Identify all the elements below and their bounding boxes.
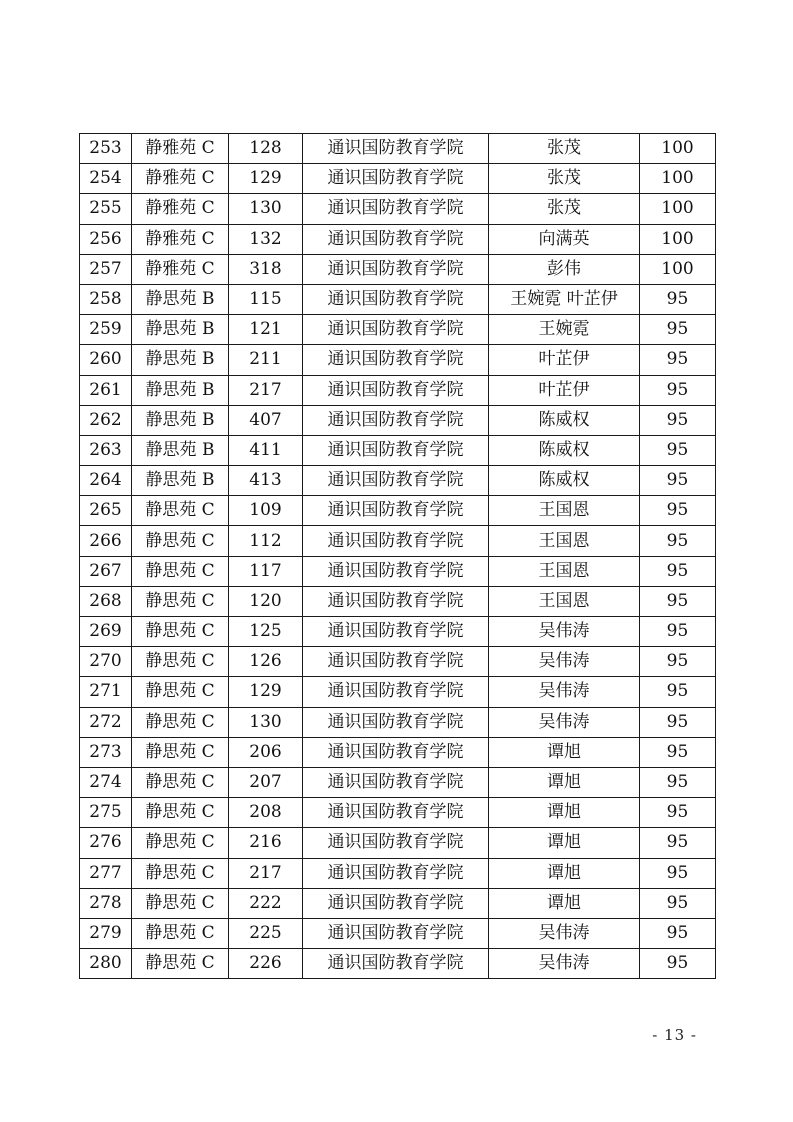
building-cell: 静雅苑 C	[132, 194, 229, 224]
table-row	[80, 254, 716, 284]
score-cell: 95	[640, 284, 716, 314]
building-cell: 静思苑 C	[132, 677, 229, 707]
row-number-cell: 270	[80, 647, 132, 677]
score-cell: 95	[640, 375, 716, 405]
table-body	[80, 134, 716, 979]
building-cell: 静思苑 B	[132, 315, 229, 345]
school-cell: 通识国防教育学院	[303, 828, 489, 858]
table-row	[80, 707, 716, 737]
school-cell: 通识国防教育学院	[303, 526, 489, 556]
school-cell: 通识国防教育学院	[303, 496, 489, 526]
score-cell: 95	[640, 405, 716, 435]
room-cell: 126	[229, 647, 303, 677]
building-cell: 静思苑 B	[132, 405, 229, 435]
table-row	[80, 677, 716, 707]
room-cell: 407	[229, 405, 303, 435]
row-number-cell: 280	[80, 949, 132, 979]
building-cell: 静思苑 C	[132, 767, 229, 797]
building-cell: 静思苑 C	[132, 496, 229, 526]
row-number-cell: 256	[80, 224, 132, 254]
building-cell: 静思苑 C	[132, 918, 229, 948]
row-number-cell: 263	[80, 435, 132, 465]
row-number-cell: 261	[80, 375, 132, 405]
teacher-cell: 王婉霓 叶芷伊	[489, 284, 640, 314]
room-cell: 225	[229, 918, 303, 948]
building-cell: 静雅苑 C	[132, 164, 229, 194]
row-number-cell: 277	[80, 858, 132, 888]
score-cell: 100	[640, 134, 716, 164]
teacher-cell: 张茂	[489, 134, 640, 164]
school-cell: 通识国防教育学院	[303, 677, 489, 707]
score-cell: 95	[640, 586, 716, 616]
room-cell: 109	[229, 496, 303, 526]
room-cell: 115	[229, 284, 303, 314]
score-cell: 95	[640, 828, 716, 858]
table-row	[80, 496, 716, 526]
teacher-cell: 吴伟涛	[489, 918, 640, 948]
score-cell: 95	[640, 737, 716, 767]
school-cell: 通识国防教育学院	[303, 798, 489, 828]
teacher-cell: 陈威权	[489, 405, 640, 435]
building-cell: 静思苑 C	[132, 798, 229, 828]
table-row	[80, 556, 716, 586]
score-cell: 95	[640, 315, 716, 345]
room-cell: 318	[229, 254, 303, 284]
room-cell: 216	[229, 828, 303, 858]
table-row	[80, 194, 716, 224]
school-cell: 通识国防教育学院	[303, 254, 489, 284]
room-cell: 211	[229, 345, 303, 375]
room-cell: 117	[229, 556, 303, 586]
teacher-cell: 陈威权	[489, 435, 640, 465]
table-row	[80, 284, 716, 314]
room-cell: 413	[229, 466, 303, 496]
building-cell: 静雅苑 C	[132, 254, 229, 284]
room-cell: 217	[229, 858, 303, 888]
row-number-cell: 279	[80, 918, 132, 948]
score-cell: 95	[640, 949, 716, 979]
school-cell: 通识国防教育学院	[303, 707, 489, 737]
teacher-cell: 谭旭	[489, 767, 640, 797]
room-cell: 125	[229, 617, 303, 647]
school-cell: 通识国防教育学院	[303, 647, 489, 677]
building-cell: 静思苑 C	[132, 556, 229, 586]
dormitory-score-table	[79, 133, 716, 979]
teacher-cell: 陈威权	[489, 466, 640, 496]
teacher-cell: 王国恩	[489, 556, 640, 586]
teacher-cell: 吴伟涛	[489, 949, 640, 979]
room-cell: 130	[229, 194, 303, 224]
score-cell: 95	[640, 767, 716, 797]
row-number-cell: 264	[80, 466, 132, 496]
table-row	[80, 224, 716, 254]
score-cell: 95	[640, 858, 716, 888]
school-cell: 通识国防教育学院	[303, 466, 489, 496]
row-number-cell: 257	[80, 254, 132, 284]
teacher-cell: 王国恩	[489, 526, 640, 556]
room-cell: 206	[229, 737, 303, 767]
teacher-cell: 谭旭	[489, 828, 640, 858]
table-row	[80, 828, 716, 858]
school-cell: 通识国防教育学院	[303, 737, 489, 767]
score-cell: 100	[640, 254, 716, 284]
table-row	[80, 375, 716, 405]
row-number-cell: 265	[80, 496, 132, 526]
score-cell: 100	[640, 164, 716, 194]
table-row	[80, 617, 716, 647]
score-cell: 95	[640, 466, 716, 496]
room-cell: 411	[229, 435, 303, 465]
page-number: - 13 -	[652, 1026, 697, 1044]
teacher-cell: 吴伟涛	[489, 647, 640, 677]
score-cell: 95	[640, 617, 716, 647]
table-row	[80, 737, 716, 767]
building-cell: 静思苑 B	[132, 435, 229, 465]
row-number-cell: 259	[80, 315, 132, 345]
room-cell: 208	[229, 798, 303, 828]
room-cell: 112	[229, 526, 303, 556]
table-row	[80, 164, 716, 194]
table-row	[80, 858, 716, 888]
teacher-cell: 叶芷伊	[489, 345, 640, 375]
school-cell: 通识国防教育学院	[303, 858, 489, 888]
score-cell: 95	[640, 647, 716, 677]
building-cell: 静思苑 C	[132, 526, 229, 556]
teacher-cell: 张茂	[489, 194, 640, 224]
building-cell: 静思苑 C	[132, 949, 229, 979]
table-row	[80, 526, 716, 556]
school-cell: 通识国防教育学院	[303, 586, 489, 616]
building-cell: 静思苑 B	[132, 284, 229, 314]
score-cell: 95	[640, 798, 716, 828]
building-cell: 静思苑 C	[132, 586, 229, 616]
school-cell: 通识国防教育学院	[303, 375, 489, 405]
row-number-cell: 258	[80, 284, 132, 314]
teacher-cell: 王国恩	[489, 496, 640, 526]
teacher-cell: 谭旭	[489, 888, 640, 918]
row-number-cell: 260	[80, 345, 132, 375]
table-row	[80, 435, 716, 465]
table-row	[80, 405, 716, 435]
teacher-cell: 彭伟	[489, 254, 640, 284]
school-cell: 通识国防教育学院	[303, 224, 489, 254]
building-cell: 静雅苑 C	[132, 134, 229, 164]
school-cell: 通识国防教育学院	[303, 194, 489, 224]
building-cell: 静思苑 C	[132, 617, 229, 647]
building-cell: 静思苑 C	[132, 828, 229, 858]
score-cell: 95	[640, 707, 716, 737]
room-cell: 217	[229, 375, 303, 405]
teacher-cell: 吴伟涛	[489, 707, 640, 737]
teacher-cell: 谭旭	[489, 737, 640, 767]
room-cell: 207	[229, 767, 303, 797]
room-cell: 222	[229, 888, 303, 918]
school-cell: 通识国防教育学院	[303, 556, 489, 586]
room-cell: 129	[229, 677, 303, 707]
row-number-cell: 266	[80, 526, 132, 556]
school-cell: 通识国防教育学院	[303, 164, 489, 194]
school-cell: 通识国防教育学院	[303, 315, 489, 345]
building-cell: 静思苑 B	[132, 466, 229, 496]
school-cell: 通识国防教育学院	[303, 888, 489, 918]
building-cell: 静思苑 C	[132, 737, 229, 767]
score-cell: 95	[640, 345, 716, 375]
school-cell: 通识国防教育学院	[303, 435, 489, 465]
row-number-cell: 269	[80, 617, 132, 647]
teacher-cell: 叶芷伊	[489, 375, 640, 405]
score-cell: 100	[640, 224, 716, 254]
school-cell: 通识国防教育学院	[303, 767, 489, 797]
score-cell: 95	[640, 677, 716, 707]
room-cell: 132	[229, 224, 303, 254]
table-row	[80, 949, 716, 979]
table-row	[80, 918, 716, 948]
row-number-cell: 255	[80, 194, 132, 224]
room-cell: 129	[229, 164, 303, 194]
score-cell: 95	[640, 496, 716, 526]
school-cell: 通识国防教育学院	[303, 918, 489, 948]
teacher-cell: 张茂	[489, 164, 640, 194]
teacher-cell: 向满英	[489, 224, 640, 254]
score-cell: 95	[640, 435, 716, 465]
school-cell: 通识国防教育学院	[303, 345, 489, 375]
building-cell: 静雅苑 C	[132, 224, 229, 254]
score-cell: 95	[640, 556, 716, 586]
score-cell: 100	[640, 194, 716, 224]
row-number-cell: 278	[80, 888, 132, 918]
table-row	[80, 345, 716, 375]
row-number-cell: 273	[80, 737, 132, 767]
school-cell: 通识国防教育学院	[303, 617, 489, 647]
table-row	[80, 134, 716, 164]
school-cell: 通识国防教育学院	[303, 134, 489, 164]
school-cell: 通识国防教育学院	[303, 949, 489, 979]
school-cell: 通识国防教育学院	[303, 405, 489, 435]
score-cell: 95	[640, 918, 716, 948]
room-cell: 226	[229, 949, 303, 979]
row-number-cell: 268	[80, 586, 132, 616]
building-cell: 静思苑 C	[132, 647, 229, 677]
teacher-cell: 王婉霓	[489, 315, 640, 345]
score-cell: 95	[640, 526, 716, 556]
row-number-cell: 253	[80, 134, 132, 164]
room-cell: 128	[229, 134, 303, 164]
teacher-cell: 吴伟涛	[489, 617, 640, 647]
room-cell: 130	[229, 707, 303, 737]
table-row	[80, 647, 716, 677]
building-cell: 静思苑 B	[132, 375, 229, 405]
school-cell: 通识国防教育学院	[303, 284, 489, 314]
table-row	[80, 888, 716, 918]
score-cell: 95	[640, 888, 716, 918]
table-row	[80, 798, 716, 828]
building-cell: 静思苑 C	[132, 707, 229, 737]
table-row	[80, 315, 716, 345]
table-row	[80, 767, 716, 797]
building-cell: 静思苑 B	[132, 345, 229, 375]
room-cell: 121	[229, 315, 303, 345]
row-number-cell: 274	[80, 767, 132, 797]
row-number-cell: 276	[80, 828, 132, 858]
room-cell: 120	[229, 586, 303, 616]
row-number-cell: 275	[80, 798, 132, 828]
teacher-cell: 谭旭	[489, 798, 640, 828]
row-number-cell: 262	[80, 405, 132, 435]
table-row	[80, 586, 716, 616]
row-number-cell: 271	[80, 677, 132, 707]
table-row	[80, 466, 716, 496]
teacher-cell: 谭旭	[489, 858, 640, 888]
row-number-cell: 254	[80, 164, 132, 194]
teacher-cell: 吴伟涛	[489, 677, 640, 707]
row-number-cell: 267	[80, 556, 132, 586]
teacher-cell: 王国恩	[489, 586, 640, 616]
building-cell: 静思苑 C	[132, 858, 229, 888]
building-cell: 静思苑 C	[132, 888, 229, 918]
row-number-cell: 272	[80, 707, 132, 737]
